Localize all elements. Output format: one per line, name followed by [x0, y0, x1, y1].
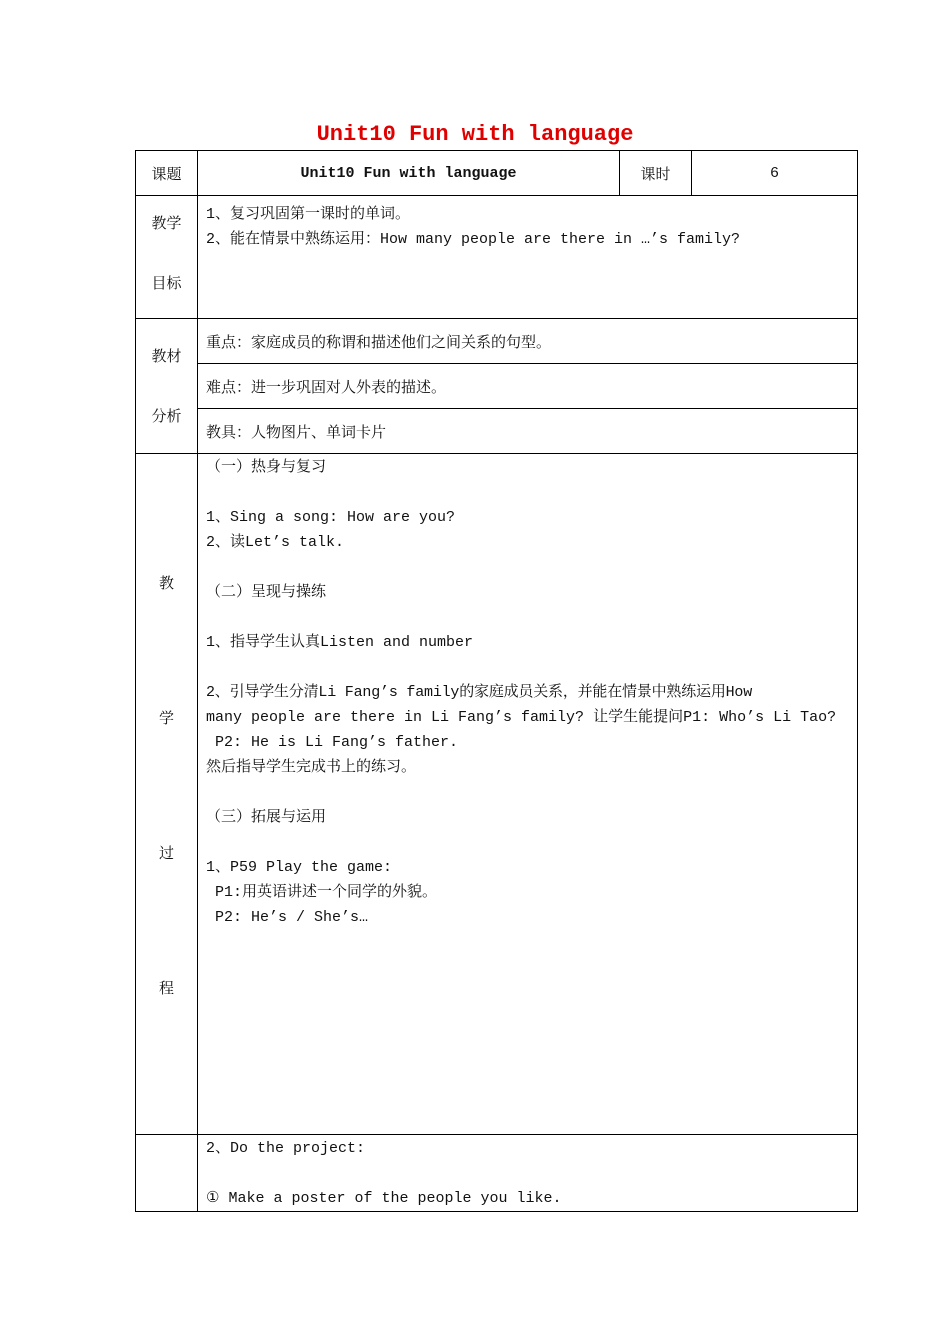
analysis-label-top: 教材 — [151, 347, 182, 365]
lesson-plan-table — [135, 150, 858, 1212]
document-title: Unit10 Fun with language — [316, 122, 634, 147]
section1-item-1: 1、Sing a song: How are you? — [206, 509, 456, 526]
header-row — [136, 151, 858, 196]
process-label-char-2: 学 — [158, 709, 174, 727]
analysis-row-aids — [136, 409, 858, 454]
section2-title: （二）呈现与操练 — [206, 584, 327, 601]
section1-title: （一）热身与复习 — [206, 459, 327, 476]
section2-item-1: 1、指导学生认真Listen and number — [206, 634, 474, 651]
goals-label-bottom: 目标 — [151, 274, 182, 292]
difficulty-point: 难点：进一步巩固对人外表的描述。 — [198, 364, 858, 409]
project-label-cell — [136, 1135, 198, 1212]
goals-label — [136, 196, 198, 319]
section1-item-2: 2、读Let’s talk. — [206, 534, 345, 551]
hours-label: 课时 — [620, 151, 692, 196]
project-content — [198, 1135, 858, 1212]
analysis-label-bottom: 分析 — [151, 407, 182, 425]
process-label-char-1: 教 — [158, 574, 174, 592]
goal-line-1: 1、复习巩固第一课时的单词。 — [206, 206, 411, 223]
process-label-char-4: 程 — [158, 979, 174, 997]
teaching-aids: 教具：人物图片、单词卡片 — [198, 409, 858, 454]
section2-item-2-line-2: many people are there in Li Fang’s family? 让学生能提问P1: Who’s Li Tao? — [206, 709, 837, 726]
goals-label-top: 教学 — [151, 214, 182, 232]
analysis-label — [136, 319, 198, 454]
key-point: 重点：家庭成员的称谓和描述他们之间关系的句型。 — [198, 319, 858, 364]
process-label — [136, 454, 198, 1135]
analysis-row-difficulty — [136, 364, 858, 409]
process-content — [198, 454, 858, 1135]
project-row — [136, 1135, 858, 1212]
hours-value: 6 — [692, 151, 858, 196]
goals-row — [136, 196, 858, 319]
goal-line-2: 2、能在情景中熟练运用：How many people are there in …’s family? — [206, 231, 741, 248]
subject-label: 课题 — [136, 151, 198, 196]
section2-item-2-line-4: 然后指导学生完成书上的练习。 — [206, 759, 417, 776]
project-sub-1: ① Make a poster of the people you like. — [206, 1190, 562, 1207]
process-row — [136, 454, 858, 1135]
section3-item-1: 1、P59 Play the game: — [206, 859, 393, 876]
analysis-row-key — [136, 319, 858, 364]
goals-content — [198, 196, 858, 319]
section2-item-2-line-1: 2、引导学生分清Li Fang’s family的家庭成员关系，并能在情景中熟练运用How — [206, 684, 753, 701]
subject-value: Unit10 Fun with language — [198, 151, 620, 196]
section2-item-2-line-3: P2: He is Li Fang’s father. — [206, 734, 459, 751]
section3-title: （三）拓展与运用 — [206, 809, 327, 826]
section3-item-1-p2: P2: He’s / She’s… — [206, 909, 369, 926]
section3-item-1-p1: P1:用英语讲述一个同学的外貌。 — [206, 884, 438, 901]
process-label-char-3: 过 — [158, 844, 174, 862]
project-item: 2、Do the project: — [206, 1140, 366, 1157]
